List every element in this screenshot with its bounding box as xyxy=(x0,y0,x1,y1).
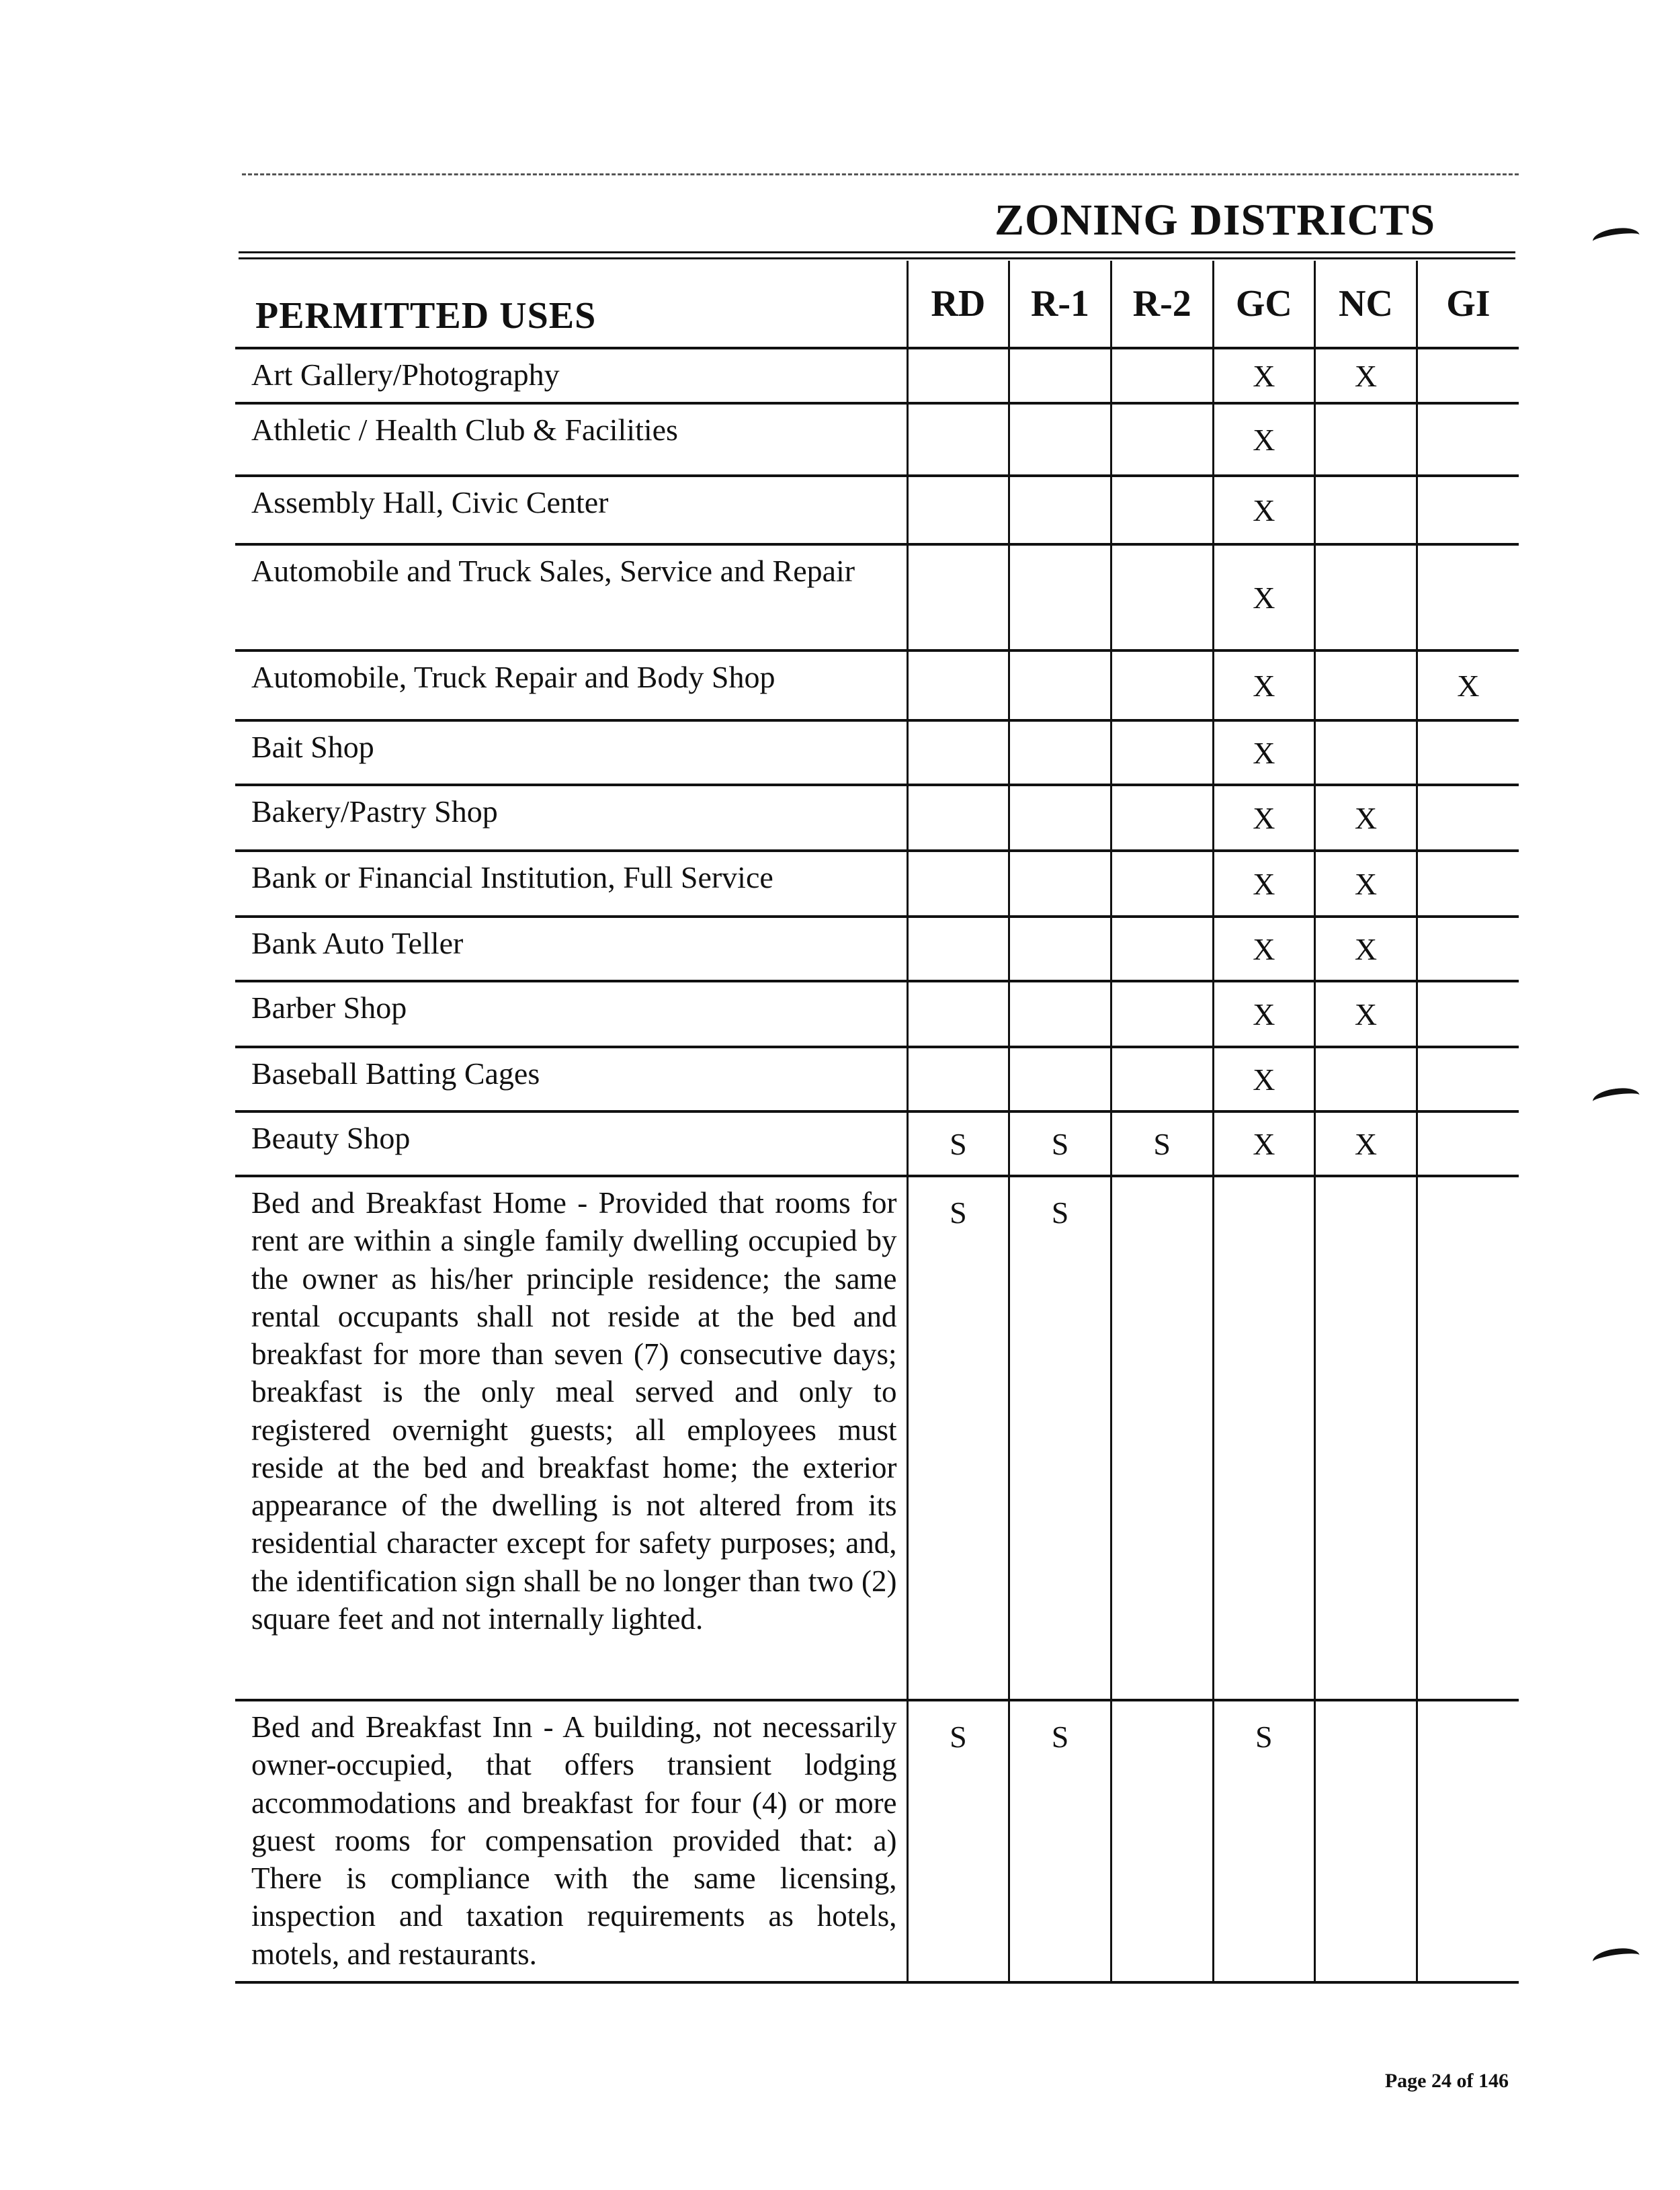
mark-r2 xyxy=(1111,348,1213,403)
table-row xyxy=(235,1047,1519,1111)
district-header-gi: GI xyxy=(1417,261,1519,348)
mark-r2 xyxy=(1111,720,1213,785)
mark-gi xyxy=(1417,917,1519,981)
use-name: Athletic / Health Club & Facilities xyxy=(235,403,907,476)
mark-r2: S xyxy=(1111,1111,1213,1176)
mark-rd: S xyxy=(907,1111,1009,1176)
use-name: Bed and Breakfast Home - Provided that rooms for rent are within a single family dwelling occupied by the owner as his/her principle residence; the same rental occupants shall not reside at the bed and breakfast for more than seven (7) consecutive days; breakfast is the only meal served and only to registered overnight guests; all employees must reside at the bed and breakfast home; the exterior appearance of the dwelling is not altered from its residential character except for safety purposes; and, the identification sign shall be no longer than two (2) square feet and not internally lighted. xyxy=(235,1176,907,1700)
mark-gi xyxy=(1417,348,1519,403)
mark-rd xyxy=(907,476,1009,544)
use-name: Bank Auto Teller xyxy=(235,917,907,981)
mark-r1 xyxy=(1009,1047,1111,1111)
mark-r1: S xyxy=(1009,1700,1111,1982)
top-rule xyxy=(242,173,1519,175)
mark-gc: X xyxy=(1213,348,1315,403)
mark-r2 xyxy=(1111,403,1213,476)
mark-rd xyxy=(907,785,1009,851)
table-row xyxy=(235,544,1519,650)
mark-gc: X xyxy=(1213,720,1315,785)
binder-mark-top xyxy=(1591,225,1640,251)
mark-nc: X xyxy=(1315,348,1417,403)
table-row xyxy=(235,476,1519,544)
mark-r2 xyxy=(1111,1700,1213,1982)
mark-gi xyxy=(1417,403,1519,476)
table-row xyxy=(235,981,1519,1047)
district-header-r2: R-2 xyxy=(1111,261,1213,348)
mark-gc: X xyxy=(1213,1111,1315,1176)
table-row xyxy=(235,785,1519,851)
mark-gc: X xyxy=(1213,851,1315,917)
mark-r1 xyxy=(1009,650,1111,720)
mark-gi xyxy=(1417,720,1519,785)
mark-r1 xyxy=(1009,720,1111,785)
table-row xyxy=(235,1176,1519,1700)
mark-gc: X xyxy=(1213,403,1315,476)
mark-r1 xyxy=(1009,851,1111,917)
table-row xyxy=(235,348,1519,403)
table-row xyxy=(235,917,1519,981)
district-header-r1: R-1 xyxy=(1009,261,1111,348)
mark-gc: X xyxy=(1213,917,1315,981)
mark-gc xyxy=(1213,1176,1315,1700)
mark-rd xyxy=(907,544,1009,650)
mark-r1 xyxy=(1009,981,1111,1047)
mark-gc: X xyxy=(1213,650,1315,720)
mark-gi xyxy=(1417,785,1519,851)
mark-r2 xyxy=(1111,917,1213,981)
mark-gc: S xyxy=(1213,1700,1315,1982)
mark-nc xyxy=(1315,650,1417,720)
mark-nc xyxy=(1315,1700,1417,1982)
permitted-uses-table xyxy=(235,261,1519,1984)
mark-nc: X xyxy=(1315,785,1417,851)
use-name: Barber Shop xyxy=(235,981,907,1047)
mark-gi xyxy=(1417,851,1519,917)
mark-r1 xyxy=(1009,544,1111,650)
mark-r2 xyxy=(1111,544,1213,650)
use-name: Bakery/Pastry Shop xyxy=(235,785,907,851)
mark-rd xyxy=(907,851,1009,917)
use-name: Bait Shop xyxy=(235,720,907,785)
mark-r1: S xyxy=(1009,1176,1111,1700)
district-header-nc: NC xyxy=(1315,261,1417,348)
mark-gc: X xyxy=(1213,785,1315,851)
mark-r1: S xyxy=(1009,1111,1111,1176)
table-header-row xyxy=(235,261,1519,348)
mark-rd: S xyxy=(907,1700,1009,1982)
district-header-rd: RD xyxy=(907,261,1009,348)
mark-gi xyxy=(1417,1700,1519,1982)
mark-nc: X xyxy=(1315,1111,1417,1176)
use-name: Bank or Financial Institution, Full Service xyxy=(235,851,907,917)
mark-rd xyxy=(907,403,1009,476)
mark-rd xyxy=(907,1047,1009,1111)
binder-mark-middle xyxy=(1591,1085,1640,1111)
mark-r1 xyxy=(1009,917,1111,981)
mark-nc xyxy=(1315,403,1417,476)
mark-rd xyxy=(907,720,1009,785)
mark-r1 xyxy=(1009,348,1111,403)
mark-r2 xyxy=(1111,785,1213,851)
use-name: Bed and Breakfast Inn - A building, not necessarily owner-occupied, that offers transient lodging accommodations and breakfast for four (4) or more guest rooms for compensation provided that: a) There is compliance with the same licensing, inspection and taxation requirements as hotels, motels, and restaurants. xyxy=(235,1700,907,1982)
mark-r2 xyxy=(1111,1176,1213,1700)
mark-gi xyxy=(1417,981,1519,1047)
mark-r2 xyxy=(1111,981,1213,1047)
mark-gi: X xyxy=(1417,650,1519,720)
mark-gi xyxy=(1417,1176,1519,1700)
mark-gi xyxy=(1417,544,1519,650)
mark-rd xyxy=(907,348,1009,403)
mark-nc: X xyxy=(1315,851,1417,917)
district-header-gc: GC xyxy=(1213,261,1315,348)
use-name: Art Gallery/Photography xyxy=(235,348,907,403)
table-row xyxy=(235,851,1519,917)
mark-nc xyxy=(1315,476,1417,544)
mark-nc xyxy=(1315,720,1417,785)
use-name: Assembly Hall, Civic Center xyxy=(235,476,907,544)
use-name: Automobile and Truck Sales, Service and Repair xyxy=(235,544,907,650)
mark-gc: X xyxy=(1213,981,1315,1047)
mark-r2 xyxy=(1111,476,1213,544)
mark-gi xyxy=(1417,1111,1519,1176)
mark-gi xyxy=(1417,1047,1519,1111)
table-row xyxy=(235,403,1519,476)
mark-gc: X xyxy=(1213,1047,1315,1111)
mark-nc xyxy=(1315,1176,1417,1700)
mark-nc: X xyxy=(1315,981,1417,1047)
mark-r2 xyxy=(1111,851,1213,917)
mark-rd xyxy=(907,650,1009,720)
table-row xyxy=(235,1700,1519,1982)
zoning-districts-title: ZONING DISTRICTS xyxy=(995,196,1436,245)
use-name: Automobile, Truck Repair and Body Shop xyxy=(235,650,907,720)
mark-rd xyxy=(907,981,1009,1047)
permitted-uses-header: PERMITTED USES xyxy=(235,261,907,348)
table-row xyxy=(235,1111,1519,1176)
mark-nc: X xyxy=(1315,917,1417,981)
mark-r2 xyxy=(1111,650,1213,720)
mark-nc xyxy=(1315,544,1417,650)
mark-rd: S xyxy=(907,1176,1009,1700)
use-name: Baseball Batting Cages xyxy=(235,1047,907,1111)
mark-gc: X xyxy=(1213,544,1315,650)
mark-rd xyxy=(907,917,1009,981)
mark-gi xyxy=(1417,476,1519,544)
table-row xyxy=(235,650,1519,720)
mark-r2 xyxy=(1111,1047,1213,1111)
use-name: Beauty Shop xyxy=(235,1111,907,1176)
binder-mark-bottom xyxy=(1591,1945,1640,1971)
title-double-rule xyxy=(239,251,1515,259)
page-number: Page 24 of 146 xyxy=(1384,2070,1509,2092)
mark-r1 xyxy=(1009,785,1111,851)
mark-nc xyxy=(1315,1047,1417,1111)
mark-gc: X xyxy=(1213,476,1315,544)
table-row xyxy=(235,720,1519,785)
mark-r1 xyxy=(1009,403,1111,476)
mark-r1 xyxy=(1009,476,1111,544)
